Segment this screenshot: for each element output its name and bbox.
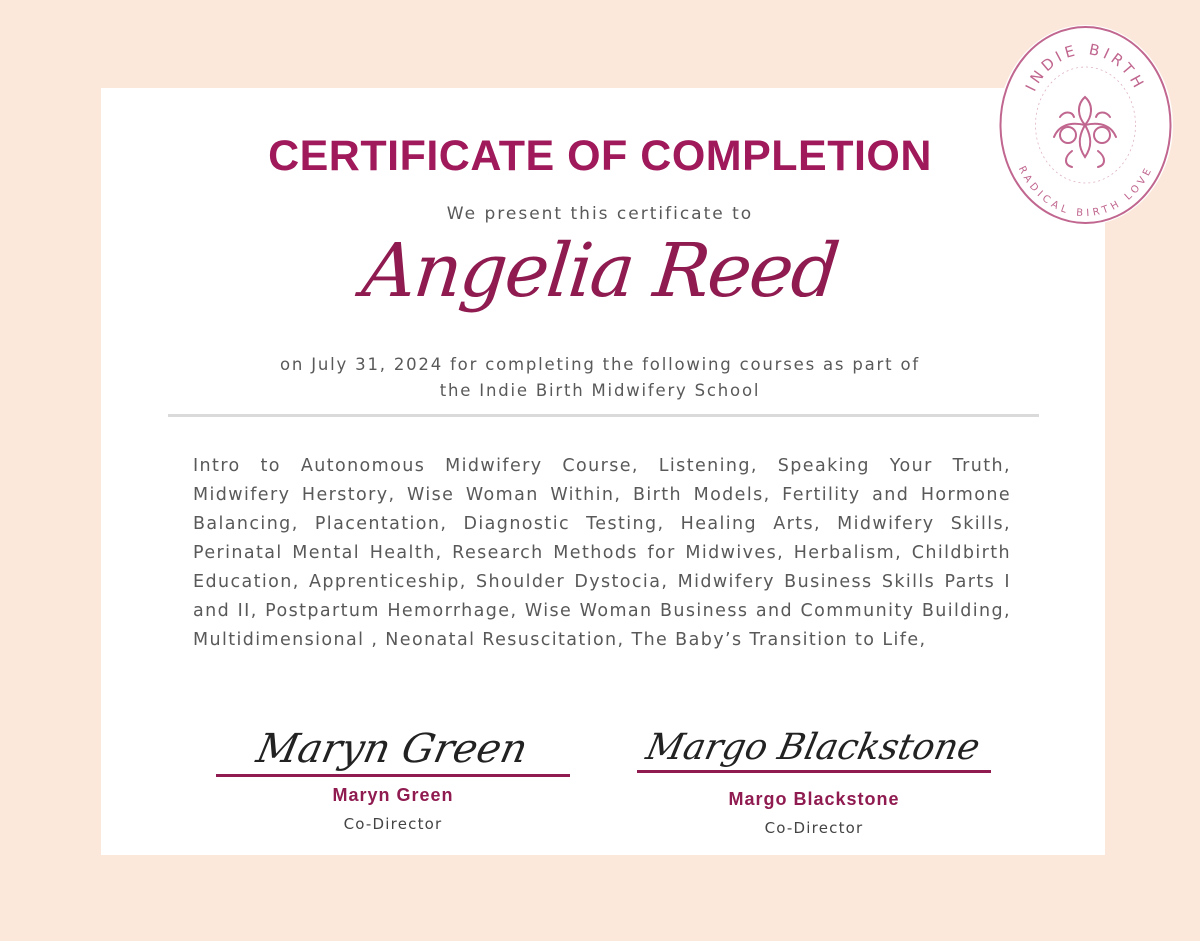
signature-block-right [637,718,991,837]
signature-line [216,774,570,777]
divider [168,414,1039,417]
signature-block-left [216,718,570,833]
handwritten-signature: Margo Blackstone [642,727,984,768]
presented-line: We present this certificate to [446,204,754,224]
signer-role: Co-Director [343,815,443,833]
recipient-name: Angelia Reed [358,228,842,314]
seal-graphic [998,25,1173,225]
signature-line [637,770,991,773]
seal-bottom-text: RADICAL BIRTH LOVE [1015,164,1156,220]
signer-role: Co-Director [764,819,864,837]
handwritten-signature: Maryn Green [252,726,532,772]
swirl-flower-icon [1054,97,1116,167]
signer-name: Margo Blackstone [728,789,900,809]
seal-top-text: INDIE BIRTH [1021,40,1150,95]
indie-birth-seal [998,25,1173,225]
completion-statement [0,352,1200,404]
course-list: Intro to Autonomous Midwifery Course, Listening, Speaking Your Truth, Midwifery Herstory, Wise Woman Within, Birth Models, Fertility and Hormone Balancing, Placentation, Diagnostic Testing, Healing Arts, Midwifery Skills, Perinatal Mental Health, Research Methods for Midwives, Herbalism, Childbirth Education, Apprenticeship, Shoulder Dystocia, Midwifery Business Skills Parts I and II, Postpartum Hemorrhage, Wise Woman Business and Community Building, Multidimensional , Neonatal Resuscitation, The Baby’s Transition to Life, [193,456,1011,650]
completion-statement-line-2: the Indie Birth Midwifery School [439,381,761,400]
signer-name: Maryn Green [332,785,454,805]
completion-statement-line-1: on July 31, 2024 for completing the following courses as part of [280,355,920,374]
certificate-title: CERTIFICATE OF COMPLETION [268,132,932,180]
